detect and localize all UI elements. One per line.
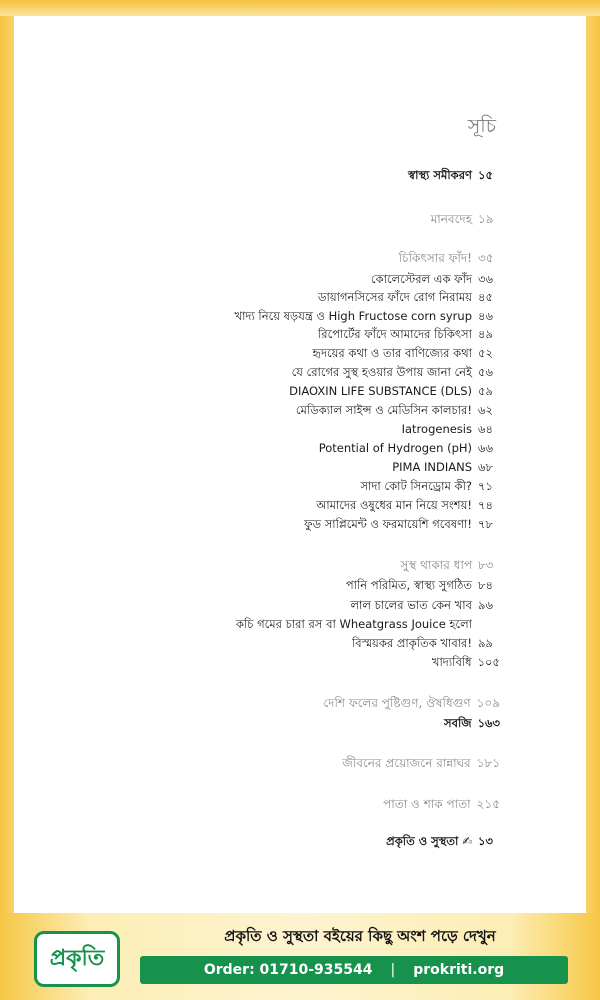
toc-entry-title: দেশি ফলের পুষ্টিগুণ, ঔষধিগুণ	[323, 696, 471, 710]
order-phone[interactable]: Order: 01710-935544	[203, 962, 373, 978]
toc-entry	[392, 460, 500, 475]
toc-entry-page: ২১৫	[476, 797, 500, 811]
toc-entry-page: ৩৬	[478, 272, 493, 286]
toc-entry	[292, 365, 500, 380]
toc-entry-title: রিপোর্টের ফাঁদে আমাদের চিকিৎসা	[318, 327, 472, 341]
toc-entry	[432, 655, 500, 670]
toc-entry	[296, 403, 500, 418]
toc-entry	[316, 498, 500, 513]
toc-entry-page: ৬২	[478, 403, 493, 417]
toc-entry-page: ৭৪	[478, 498, 493, 512]
toc-entry-page: ১৬৩	[477, 716, 500, 730]
toc-entry	[444, 716, 500, 731]
toc-entry-title: সবজি	[444, 716, 472, 730]
toc-entry-title: হৃদয়ের কথা ও তার বাণিজ্যের কথা	[312, 346, 472, 360]
toc-entry	[350, 598, 500, 613]
toc-entry	[360, 479, 500, 494]
toc-entry	[319, 441, 500, 456]
toc-entry-page: ১৯	[478, 212, 494, 226]
toc-entry	[431, 212, 500, 227]
toc-entry-page: ৫৯	[478, 384, 493, 398]
toc-entry	[352, 636, 500, 651]
toc-entry	[318, 290, 500, 305]
toc-entry-title: জীবনের প্রয়োজনে রান্নাঘর	[342, 756, 471, 770]
promo-footer	[0, 913, 600, 1000]
toc-entry-title: লাল চালের ভাত কেন খাব	[350, 598, 472, 612]
toc-entry-title: খাদ্যবিধি	[431, 655, 472, 669]
toc-entry-page: ৬৬	[478, 441, 493, 455]
toc-entry-title: যে রোগের সুস্থ হওয়ার উপায় জানা নেই	[291, 365, 472, 379]
toc-entry	[402, 422, 500, 437]
toc-entry	[235, 309, 500, 324]
toc-entry-page: ৭১	[478, 479, 493, 493]
toc-entry-page: ১৫	[478, 168, 493, 182]
logo-text: প্রকৃতি	[49, 945, 105, 971]
order-bar	[140, 956, 568, 984]
toc-entry-page: ৬৮	[478, 460, 493, 474]
toc-entry-title: ফুড সাপ্লিমেন্ট ও ফরমায়েশি গবেষণা!	[304, 517, 472, 531]
toc-entry-page: ৯৯	[478, 636, 493, 650]
toc-entry-page: ৪৯	[478, 327, 493, 341]
toc-entry-page: ৪৬	[478, 309, 493, 323]
toc-entry-title: PIMA INDIANS	[392, 460, 472, 474]
toc-entry-page: ৫২	[478, 346, 493, 360]
toc-entry	[312, 346, 500, 361]
toc-entry	[346, 578, 500, 593]
toc-entry	[400, 558, 500, 573]
toc-entry	[408, 168, 500, 183]
toc-entry	[236, 617, 500, 632]
toc-entry-page: ৮৪	[478, 578, 493, 592]
publisher-logo[interactable]	[34, 931, 120, 987]
toc-entry-page: ১০৫	[477, 655, 500, 669]
toc-entry	[399, 251, 500, 266]
toc-entry-title: কচি গমের চারা রস বা Wheatgrass Jouice হলো	[235, 617, 472, 631]
toc-title: সূচি	[467, 115, 496, 137]
toc-entry	[386, 834, 500, 849]
toc-entry	[289, 384, 500, 399]
toc-entry	[383, 797, 500, 812]
toc-entry-title: বিস্ময়কর প্রাকৃতিক খাবার!	[351, 636, 472, 650]
toc-entry-page: ৪৫	[478, 290, 493, 304]
toc-entry-page: ১৮১	[476, 756, 500, 770]
footer-title: প্রকৃতি ও সুস্থতা বইয়ের কিছু অংশ পড়ে দেখুন	[224, 927, 496, 945]
toc-entry-page: ৫৬	[478, 365, 493, 379]
toc-entry-title: সুস্থ থাকার ধাপ	[400, 558, 472, 572]
toc-entry-title: মানবদেহ	[430, 212, 472, 226]
toc-entry-page: ১০৯	[476, 696, 500, 710]
toc-entry	[318, 327, 500, 342]
toc-entry	[342, 756, 500, 771]
toc-entry-page: ৯৬	[478, 598, 493, 612]
toc-entry-title: পাতা ও শাক পাতা	[383, 797, 471, 811]
toc-entry-page: ৬৪	[478, 422, 493, 436]
top-frame-border	[0, 0, 600, 16]
order-separator: |	[390, 962, 396, 978]
toc-entry-title: খাদ্য নিয়ে ষড়যন্ত্র ও High Fructose corn syrup	[234, 309, 472, 323]
toc-entry-title: প্রকৃতি ও সুস্থতা ✍	[386, 834, 472, 848]
toc-entry-page: ৩৫	[478, 251, 494, 265]
toc-entry-title: মেডিক্যাল সাইন্স ও মেডিসিন কালচার!	[295, 403, 472, 417]
toc-entry-title: স্বাস্থ্য সমীকরণ	[408, 168, 472, 182]
toc-entry-title: Potential of Hydrogen (pH)	[318, 441, 472, 455]
toc-entry-page: ১৩	[478, 834, 493, 848]
toc-entry-title: আমাদের ওষুধের মান নিয়ে সংশয়!	[316, 498, 472, 512]
toc-entry-title: Iatrogenesis	[401, 422, 472, 436]
toc-entry-title: চিকিৎসার ফাঁদ!	[398, 251, 472, 265]
toc-entry-title: কোলেস্টেরল এক ফাঁদ	[370, 272, 472, 286]
toc-entry-page: ৭৮	[478, 517, 493, 531]
toc-entry	[304, 517, 500, 532]
toc-entry	[371, 272, 500, 287]
toc-entry	[323, 696, 500, 711]
toc-entry-title: ডায়াগনসিসের ফাঁদে রোগ নিরাময়	[318, 290, 472, 304]
toc-entry-title: পানি পরিমিত, স্বাস্থ্য সুগঠিত	[345, 578, 472, 592]
toc-entry-title: DIAOXIN LIFE SUBSTANCE (DLS)	[289, 384, 472, 398]
toc-entry-page: ৮৩	[478, 558, 494, 572]
toc-entry-title: সাদা কোট সিনড্রোম কী?	[360, 479, 472, 493]
book-page	[14, 16, 586, 913]
website-link[interactable]: prokriti.org	[413, 962, 505, 978]
